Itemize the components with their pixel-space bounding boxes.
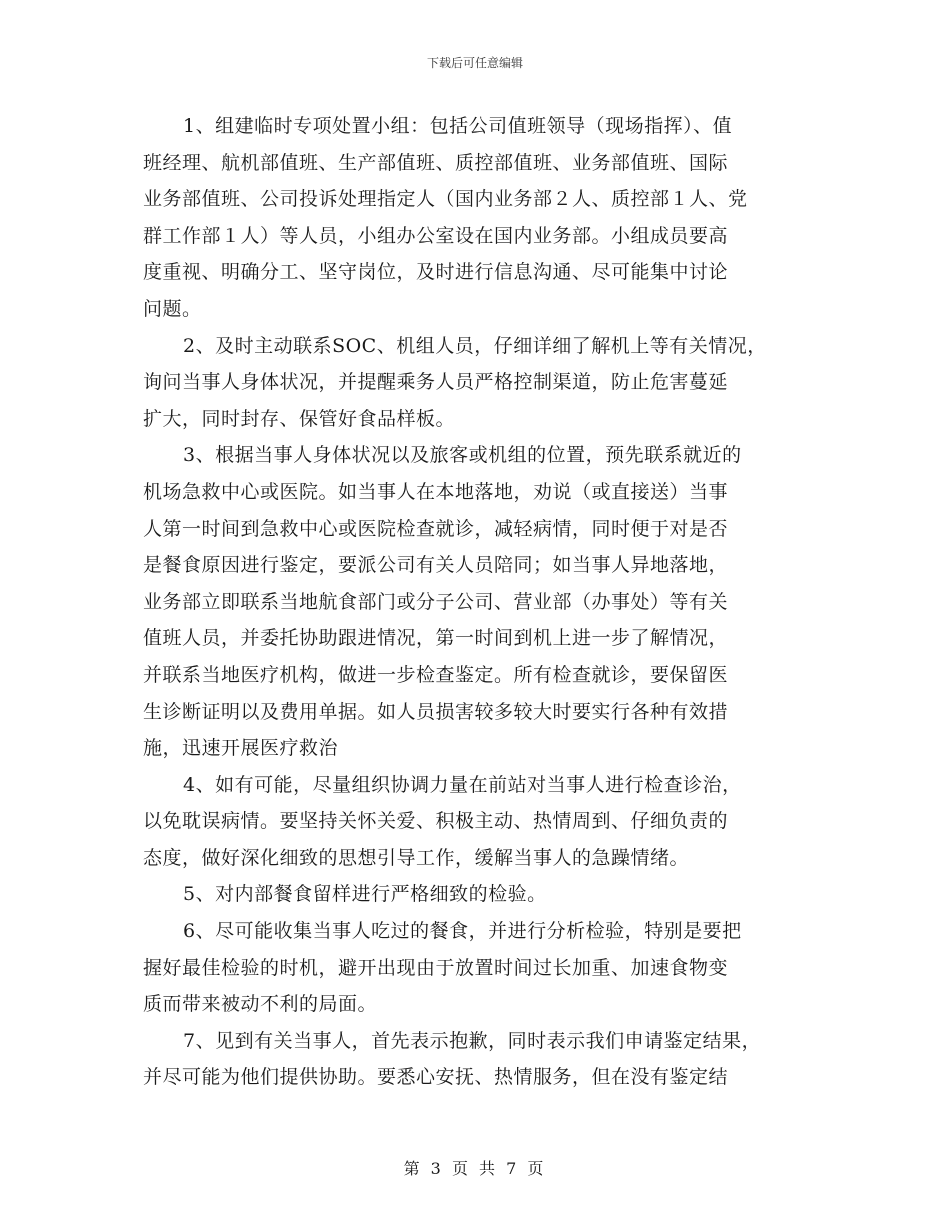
paragraph-line: 以免耽误病情。要坚持关怀关爱、积极主动、热情周到、仔细负责的 <box>143 810 729 833</box>
paragraph-line: 生诊断证明以及费用单据。如人员损害较多较大时要实行各种有效措 <box>143 700 729 723</box>
page-number-footer: 第 3 页 共 7 页 <box>403 1159 547 1178</box>
paragraph-line: 态度，做好深化细致的思想引导工作，缓解当事人的急躁情绪。 <box>143 846 690 869</box>
paragraph-first-line: 4、如有可能，尽量组织协调力量在前站对当事人进行检查诊治， <box>183 773 742 796</box>
paragraph-first-line: 6、尽可能收集当事人吃过的餐食，并进行分析检验，特别是要把 <box>183 920 742 943</box>
paragraph-line: 班经理、航机部值班、生产部值班、质控部值班、业务部值班、国际 <box>143 151 729 174</box>
paragraph-line: 问题。 <box>143 297 202 320</box>
document-body <box>143 108 811 1096</box>
paragraph-line: 值班人员，并委托协助跟进情况，第一时间到机上进一步了解情况， <box>143 627 729 650</box>
paragraph-line: 施，迅速开展医疗救治 <box>143 737 339 760</box>
paragraph-first-line: 5、对内部餐食留样进行严格细致的检验。 <box>183 883 547 906</box>
paragraph-line: 握好最佳检验的时机，避开出现由于放置时间过长加重、加速食物变 <box>143 956 729 979</box>
paragraph-first-line: 1、组建临时专项处置小组：包括公司值班领导（现场指挥）、值 <box>183 115 733 137</box>
paragraph-line: 质而带来被动不利的局面。 <box>143 993 378 1016</box>
paragraph-line: 机场急救中心或医院。如当事人在本地落地，劝说（或直接送）当事 <box>143 480 729 503</box>
paragraph-line: 是餐食原因进行鉴定，要派公司有关人员陪同；如当事人异地落地， <box>143 554 729 577</box>
paragraph-line: 询问当事人身体状况，并提醒乘务人员严格控制渠道，防止危害蔓延 <box>143 371 729 394</box>
paragraph-first-line: 2、及时主动联系SOC、机组人员，仔细详细了解机上等有关情况， <box>183 334 767 357</box>
paragraph-first-line: 3、根据当事人身体状况以及旅客或机组的位置，预先联系就近的 <box>183 444 742 467</box>
paragraph-first-line: 7、见到有关当事人，首先表示抱歉，同时表示我们申请鉴定结果， <box>183 1029 762 1052</box>
paragraph-line: 业务部立即联系当地航食部门或分子公司、营业部（办事处）等有关 <box>143 590 729 613</box>
paragraph-line: 度重视、明确分工、坚守岗位，及时进行信息沟通、尽可能集中讨论 <box>143 261 729 284</box>
paragraph-line: 并尽可能为他们提供协助。要悉心安抚、热情服务，但在没有鉴定结 <box>143 1066 729 1089</box>
paragraph-line: 群工作部１人）等人员，小组办公室设在国内业务部。小组成员要高 <box>143 224 729 247</box>
paragraph-line: 业务部值班、公司投诉处理指定人（国内业务部２人、质控部１人、党 <box>143 188 748 211</box>
paragraph-line: 人第一时间到急救中心或医院检查就诊，减轻病情，同时便于对是否 <box>143 517 729 540</box>
page-header: 下载后可任意编辑 <box>426 56 523 70</box>
paragraph-line: 并联系当地医疗机构，做进一步检查鉴定。所有检查就诊，要保留医 <box>143 663 729 686</box>
paragraph-line: 扩大，同时封存、保管好食品样板。 <box>143 407 456 430</box>
